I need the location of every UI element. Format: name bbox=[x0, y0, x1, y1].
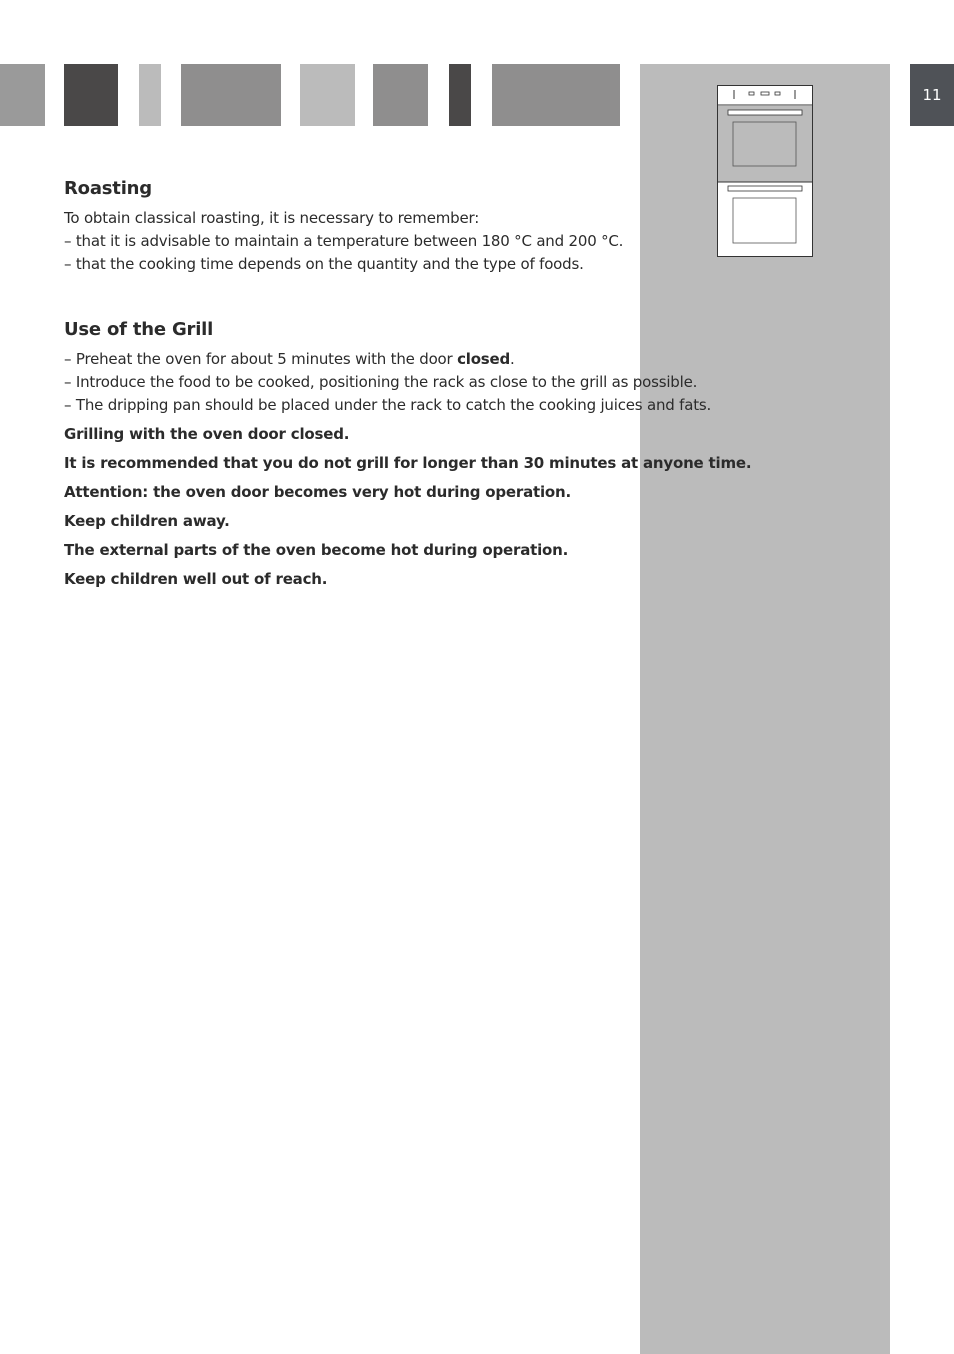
warning-1: Grilling with the oven door closed. bbox=[64, 425, 350, 443]
header-block-7 bbox=[449, 64, 471, 126]
header-block-4 bbox=[181, 64, 281, 126]
roasting-heading: Roasting bbox=[64, 178, 152, 199]
grill-item-1-suffix: . bbox=[510, 350, 515, 368]
grill-item-3: – The dripping pan should be placed under the rack to catch the cooking juices and fats. bbox=[64, 396, 712, 414]
main-content bbox=[64, 178, 764, 594]
header-block-5 bbox=[300, 64, 355, 126]
warning-5: The external parts of the oven become hot during operation. bbox=[64, 541, 569, 559]
roasting-item-2: – that the cooking time depends on the quantity and the type of foods. bbox=[64, 255, 584, 273]
page-number: 11 bbox=[910, 64, 954, 126]
grill-item-1-text: – Preheat the oven for about 5 minutes with the door bbox=[64, 350, 458, 368]
header-block-6 bbox=[373, 64, 428, 126]
roasting-item-1: – that it is advisable to maintain a temperature between 180 °C and 200 °C. bbox=[64, 232, 624, 250]
header-block-2 bbox=[64, 64, 118, 126]
warning-3: Attention: the oven door becomes very hot during operation. bbox=[64, 483, 571, 501]
grill-item-2: – Introduce the food to be cooked, positioning the rack as close to the grill as possible. bbox=[64, 373, 698, 391]
header-block-1 bbox=[0, 64, 45, 126]
grill-item-1 bbox=[64, 348, 764, 371]
warning-6: Keep children well out of reach. bbox=[64, 570, 328, 588]
grill-heading: Use of the Grill bbox=[64, 319, 214, 340]
warning-2: It is recommended that you do not grill for longer than 30 minutes at anyone time. bbox=[64, 454, 752, 472]
grill-item-1-bold: closed bbox=[457, 350, 511, 368]
warning-4: Keep children away. bbox=[64, 512, 230, 530]
header-block-3 bbox=[139, 64, 161, 126]
roasting-intro: To obtain classical roasting, it is necessary to remember: bbox=[64, 209, 480, 227]
header-block-8 bbox=[492, 64, 620, 126]
